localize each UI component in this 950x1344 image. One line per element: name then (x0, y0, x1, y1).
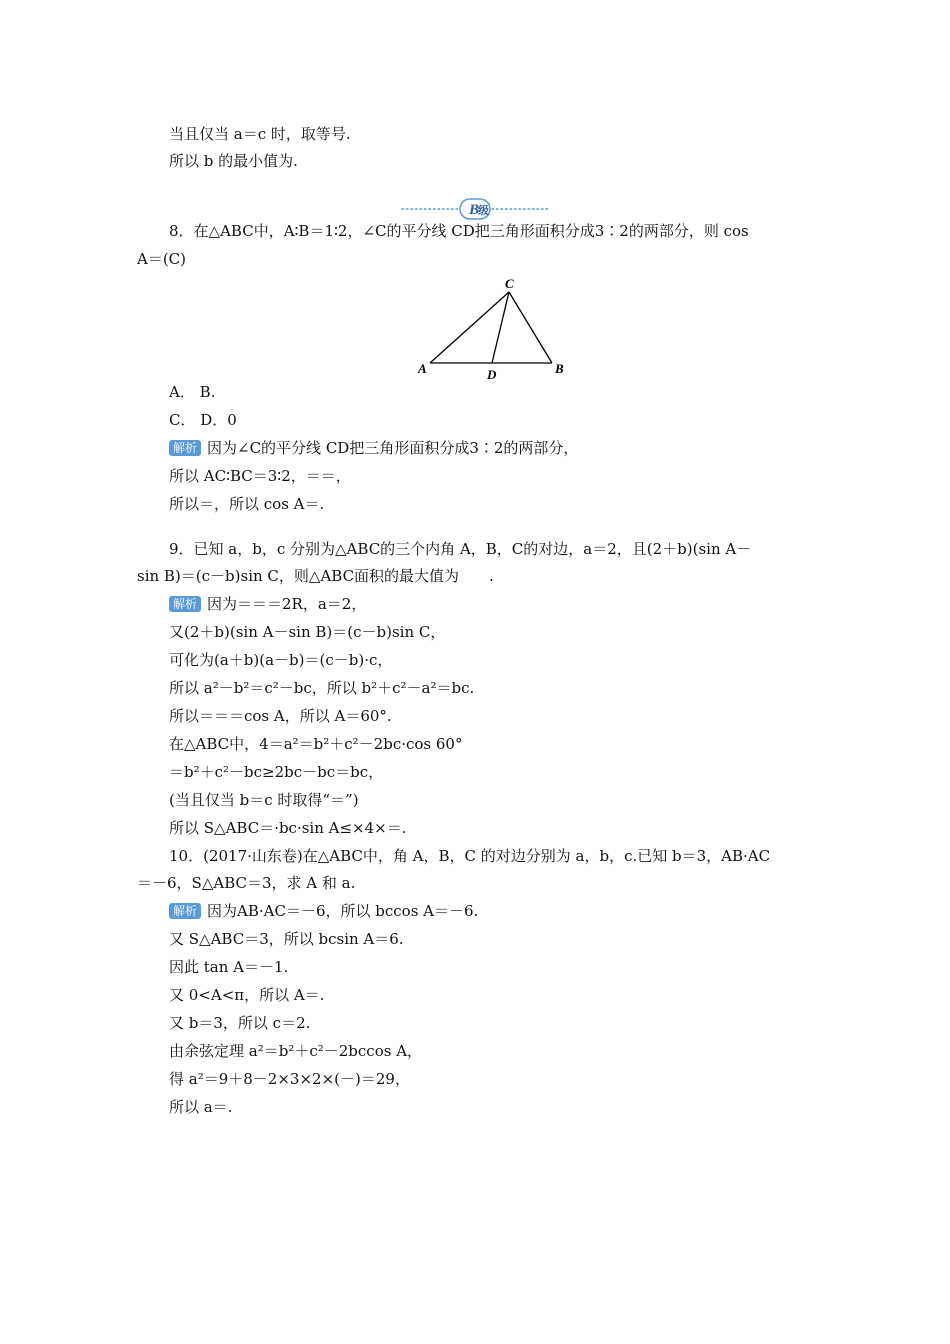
side-bc (509, 292, 552, 363)
solution-badge: 解析 (169, 903, 201, 919)
q10-solution-line-3: 因此 tan A＝－1. (169, 958, 289, 976)
level-letter: B (469, 202, 480, 218)
q10-solution-line-1 (169, 901, 478, 921)
q9-solution-line-3: 可化为(a＋b)(a－b)＝(c－b)·c， (169, 651, 393, 669)
q9-solution-line-5: 所以＝＝＝cos A，所以 A＝60°. (169, 707, 392, 725)
q9-solution-line-4: 所以 a²－b²＝c²－bc，所以 b²＋c²－a²＝bc. (169, 679, 475, 697)
q9-stem-line-2: sin B)＝(c－b)sin C，则△ABC面积的最大值为 . (137, 567, 494, 585)
q9-solution-line-9: 所以 S△ABC＝·bc·sin A≤×4×＝. (169, 819, 407, 837)
vertex-label-c: C (505, 276, 514, 291)
point-label-d: D (487, 367, 497, 382)
q10-solution-line-6: 由余弦定理 a²＝b²＋c²－2bccos A， (169, 1042, 423, 1060)
q10-solution-line-2: 又 S△ABC＝3，所以 bcsin A＝6. (169, 930, 404, 948)
q10-stem-line-2: ＝－6，S△ABC＝3，求 A 和 a. (137, 874, 356, 892)
q8-solution-line-1 (169, 438, 578, 458)
section-divider (400, 196, 550, 222)
q9-solution-line-8: (当且仅当 b＝c 时取得“＝”) (169, 791, 359, 809)
side-ac (430, 292, 509, 363)
q10-solution-line-7: 得 a²＝9＋8－2×3×2×(－)＝29， (169, 1070, 410, 1088)
intro-line-1: 当且仅当 a＝c 时，取等号. (169, 125, 351, 143)
vertex-label-b: B (555, 361, 564, 376)
q10-solution-line-5: 又 b＝3，所以 c＝2. (169, 1014, 311, 1032)
q9-solution-line-7: ＝b²＋c²－bc≥2bc－bc＝bc， (169, 763, 384, 781)
vertex-label-a: A (418, 361, 427, 376)
q9-solution-line-1 (169, 594, 366, 614)
bisector-cd (492, 292, 509, 363)
q10-solution-text-1: 因为AB·AC＝－6，所以 bccos A＝－6. (207, 902, 479, 920)
q8-options-cd: C． D．0 (169, 411, 237, 429)
q8-stem-line-2: A＝(C) (137, 250, 187, 268)
q10-stem-line-1: 10．(2017·山东卷)在△ABC中，角 A，B，C 的对边分别为 a，b，c.已知 b＝3，AB·AC (169, 847, 771, 865)
q9-solution-line-2: 又(2＋b)(sin A－sin B)＝(c－b)sin C， (169, 623, 446, 641)
solution-badge: 解析 (169, 596, 201, 612)
level-label: 级 (478, 204, 489, 217)
triangle-figure (412, 276, 572, 384)
q8-stem-line-1: 8．在△ABC中，A∶B＝1∶2，∠C的平分线 CD把三角形面积分成3∶2的两部分，则 cos (169, 222, 749, 240)
q10-solution-line-4: 又 0<A<π，所以 A＝. (169, 986, 325, 1004)
q9-stem-line-1: 9．已知 a，b，c 分别为△ABC的三个内角 A，B，C的对边，a＝2，且(2＋b)(sin A－ (169, 540, 752, 558)
q8-options-ab: A． B. (169, 383, 216, 401)
q8-solution-text-1: 因为∠C的平分线 CD把三角形面积分成3∶2的两部分， (207, 439, 579, 457)
q10-solution-line-8: 所以 a＝. (169, 1098, 233, 1116)
q8-solution-line-3: 所以＝，所以 cos A＝. (169, 495, 325, 513)
q9-solution-line-6: 在△ABC中，4＝a²＝b²＋c²－2bc·cos 60° (169, 735, 463, 753)
q8-solution-line-2: 所以 AC∶BC＝3∶2，＝＝， (169, 467, 351, 485)
solution-badge: 解析 (169, 440, 201, 456)
q9-solution-text-1: 因为＝＝＝2R，a＝2， (207, 595, 367, 613)
intro-line-2: 所以 b 的最小值为. (169, 152, 298, 170)
